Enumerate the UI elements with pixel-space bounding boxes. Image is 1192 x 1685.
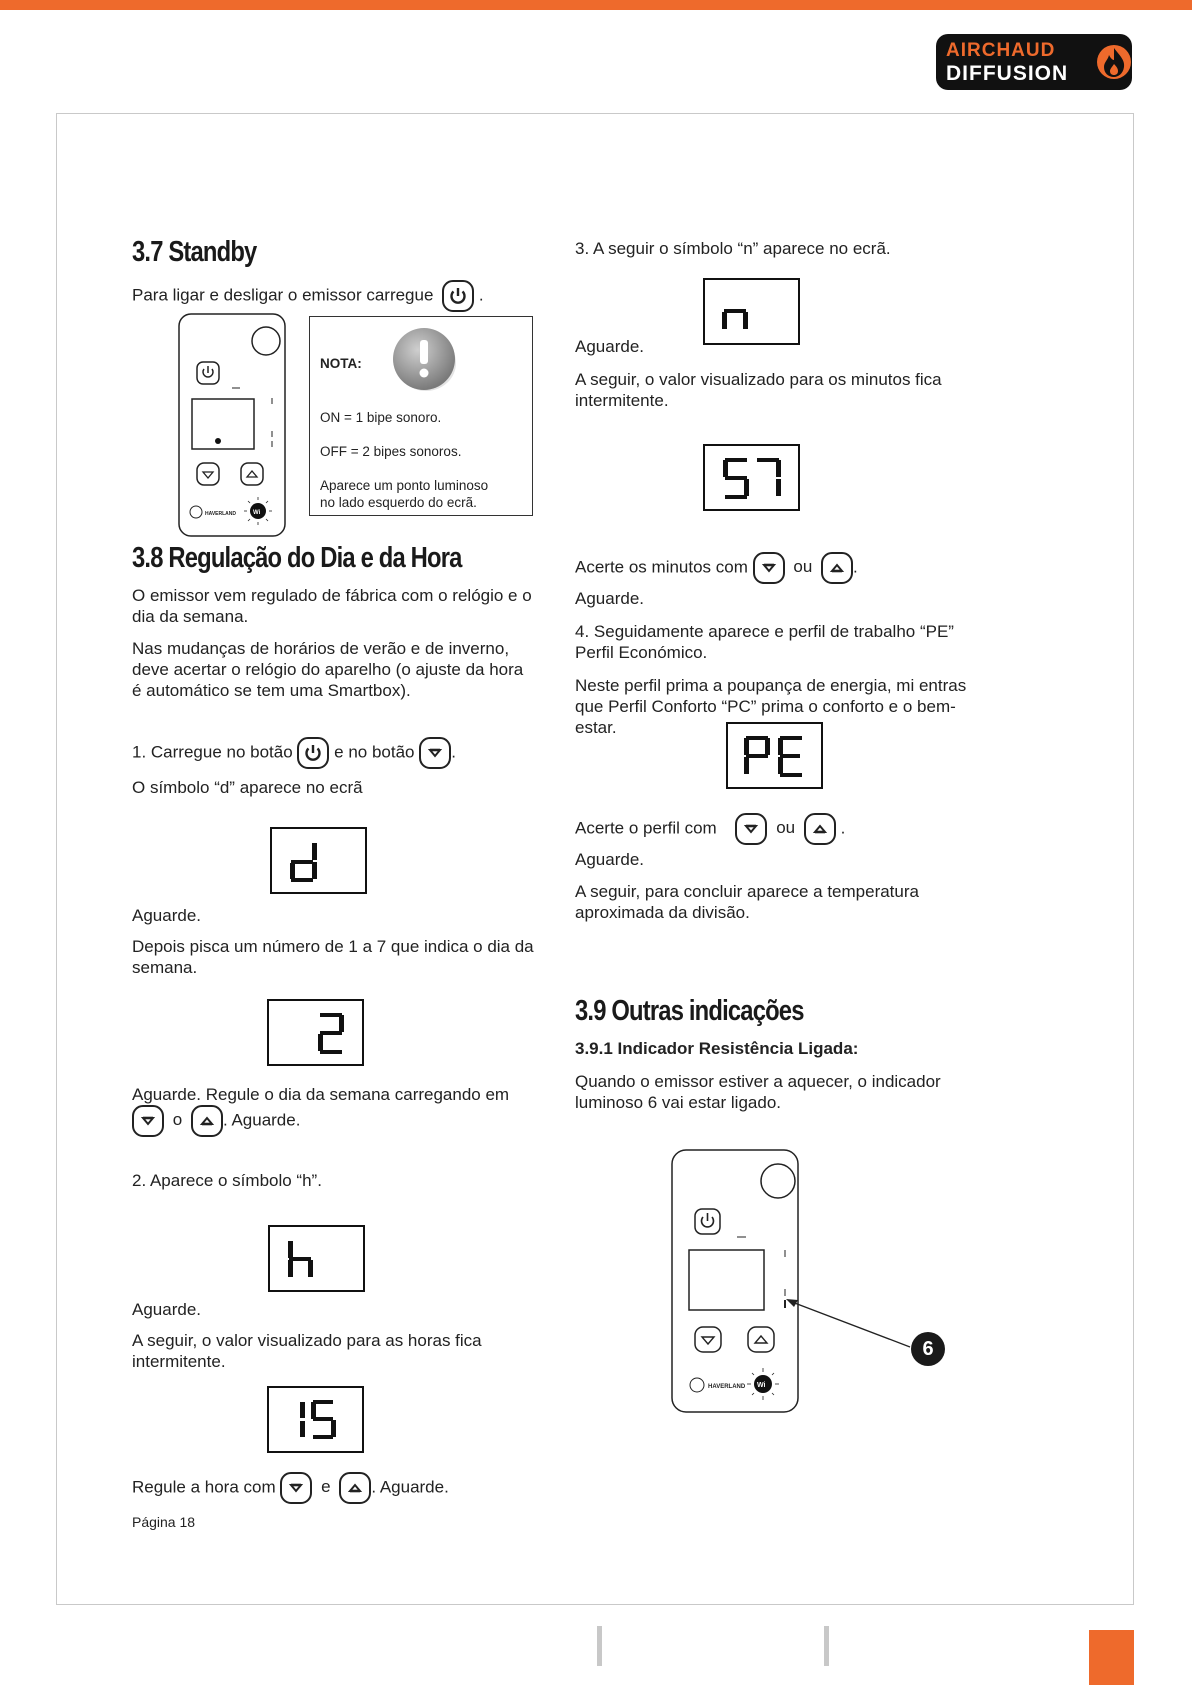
airchaud-logo [934, 32, 1134, 92]
section-3-8-title: 3.8 Regulação do Dia e da Hora [132, 542, 462, 574]
lcd-display-d [270, 827, 367, 894]
standby-intro [132, 280, 484, 312]
regulate-day: Aguarde. Regule o dia da semana carregando em o . Aguarde. [132, 1084, 509, 1137]
wait-1: Aguarde. [132, 906, 201, 925]
set-minutes: Acerte os minutos com ou . [575, 552, 858, 584]
note-off: OFF = 2 bipes sonoros. [320, 444, 462, 459]
up-button-icon [191, 1105, 223, 1137]
lcd-glyph-2 [269, 1001, 362, 1064]
device-illustration-indicator [671, 1149, 801, 1420]
wait-3: Aguarde. [575, 337, 644, 356]
power-button-icon [442, 280, 474, 312]
wait-4: Aguarde. [575, 589, 644, 608]
callout-arrow [780, 1290, 920, 1355]
down-button-icon [419, 737, 451, 769]
factory-paragraph: O emissor vem regulado de fábrica com o relógio e o dia da semana. [132, 586, 532, 626]
note-box [309, 316, 533, 516]
set-profile: Acerte o perfil com ou . [575, 813, 845, 845]
standby-intro-dot: . [478, 285, 484, 305]
note-label: NOTA: [320, 356, 362, 371]
wait-5: Aguarde. [575, 850, 644, 869]
footer-divider-1 [597, 1626, 602, 1666]
day-paragraph: Depois pisca um número de 1 a 7 que indica o dia da semana. [132, 937, 534, 977]
lcd-glyph-d [272, 829, 365, 892]
wait-2: Aguarde. [132, 1300, 201, 1319]
svg-text:Wi: Wi [253, 510, 261, 516]
step-3: 3. A seguir o símbolo “n” aparece no ecrã. [575, 239, 891, 258]
corner-accent [1089, 1630, 1134, 1685]
step-2: 2. Aparece o símbolo “h”. [132, 1171, 322, 1190]
device-illustration-standby [178, 313, 286, 542]
standby-intro-text: Para ligar e desligar o emissor carregue [132, 285, 434, 305]
lcd-glyph-pe [728, 724, 821, 787]
down-button-icon [132, 1105, 164, 1137]
logo-line1: AIRCHAUD [946, 40, 1056, 61]
minutes-paragraph: A seguir, o valor visualizado para os minutos fica intermitente. [575, 370, 942, 410]
lcd-glyph-n [705, 280, 798, 343]
section-3-9-title: 3.9 Outras indicações [575, 995, 804, 1027]
power-button-icon [297, 737, 329, 769]
regulate-hour: Regule a hora com e . Aguarde. [132, 1472, 449, 1504]
note-dot-line1: Aparece um ponto luminoso [320, 478, 489, 493]
up-button-icon [804, 813, 836, 845]
lcd-display-57 [703, 444, 800, 511]
lcd-glyph-57 [705, 446, 798, 509]
up-button-icon [821, 552, 853, 584]
note-dot-line2: no lado esquerdo do ecrã. [320, 495, 477, 510]
temperature-paragraph: A seguir, para concluir aparece a temperatura aproximada da divisão. [575, 882, 919, 922]
profile-paragraph: Neste perfil prima a poupança de energia, mi entras que Perfil Conforto “PC” prima o conforto e o bem- estar. [575, 676, 967, 737]
indicator-paragraph: Quando o emissor estiver a aquecer, o indicador luminoso 6 vai estar ligado. [575, 1072, 941, 1112]
lcd-display-2 [267, 999, 364, 1066]
down-button-icon [735, 813, 767, 845]
lcd-display-h [268, 1225, 365, 1292]
step-1-d-symbol: O símbolo “d” aparece no ecrã [132, 778, 363, 797]
up-button-icon [339, 1472, 371, 1504]
lcd-glyph-h [270, 1227, 363, 1290]
svg-text:Wi: Wi [757, 1382, 766, 1389]
step-4: 4. Seguidamente aparece e perfil de trabalho “PE” Perfil Económico. [575, 622, 954, 662]
svg-text:HAVERLAND: HAVERLAND [205, 511, 237, 517]
indicator-6-callout: 6 [911, 1332, 945, 1366]
footer-divider-2 [824, 1626, 829, 1666]
page-number: Página 18 [132, 1514, 196, 1530]
section-3-7-title: 3.7 Standby [132, 236, 257, 268]
down-button-icon [280, 1472, 312, 1504]
lcd-glyph-15 [269, 1388, 362, 1451]
top-accent-bar [0, 0, 1192, 10]
dst-paragraph: Nas mudanças de horários de verão e de inverno, deve acertar o relógio do aparelho (o ajuste da hora é automático se tem uma Smartbox). [132, 639, 524, 700]
lcd-display-pe [726, 722, 823, 789]
hours-paragraph: A seguir, o valor visualizado para as horas fica intermitente. [132, 1331, 482, 1371]
section-3-9-1-subtitle: 3.9.1 Indicador Resistência Ligada: [575, 1039, 859, 1058]
note-on: ON = 1 bipe sonoro. [320, 410, 442, 425]
lcd-display-n [703, 278, 800, 345]
lcd-display-15 [267, 1386, 364, 1453]
step-1: 1. Carregue no botão e no botão . [132, 737, 456, 769]
warning-icon [390, 323, 460, 398]
logo-line2: DIFFUSION [946, 62, 1069, 85]
svg-text:HAVERLAND: HAVERLAND [708, 1384, 746, 1390]
down-button-icon [753, 552, 785, 584]
